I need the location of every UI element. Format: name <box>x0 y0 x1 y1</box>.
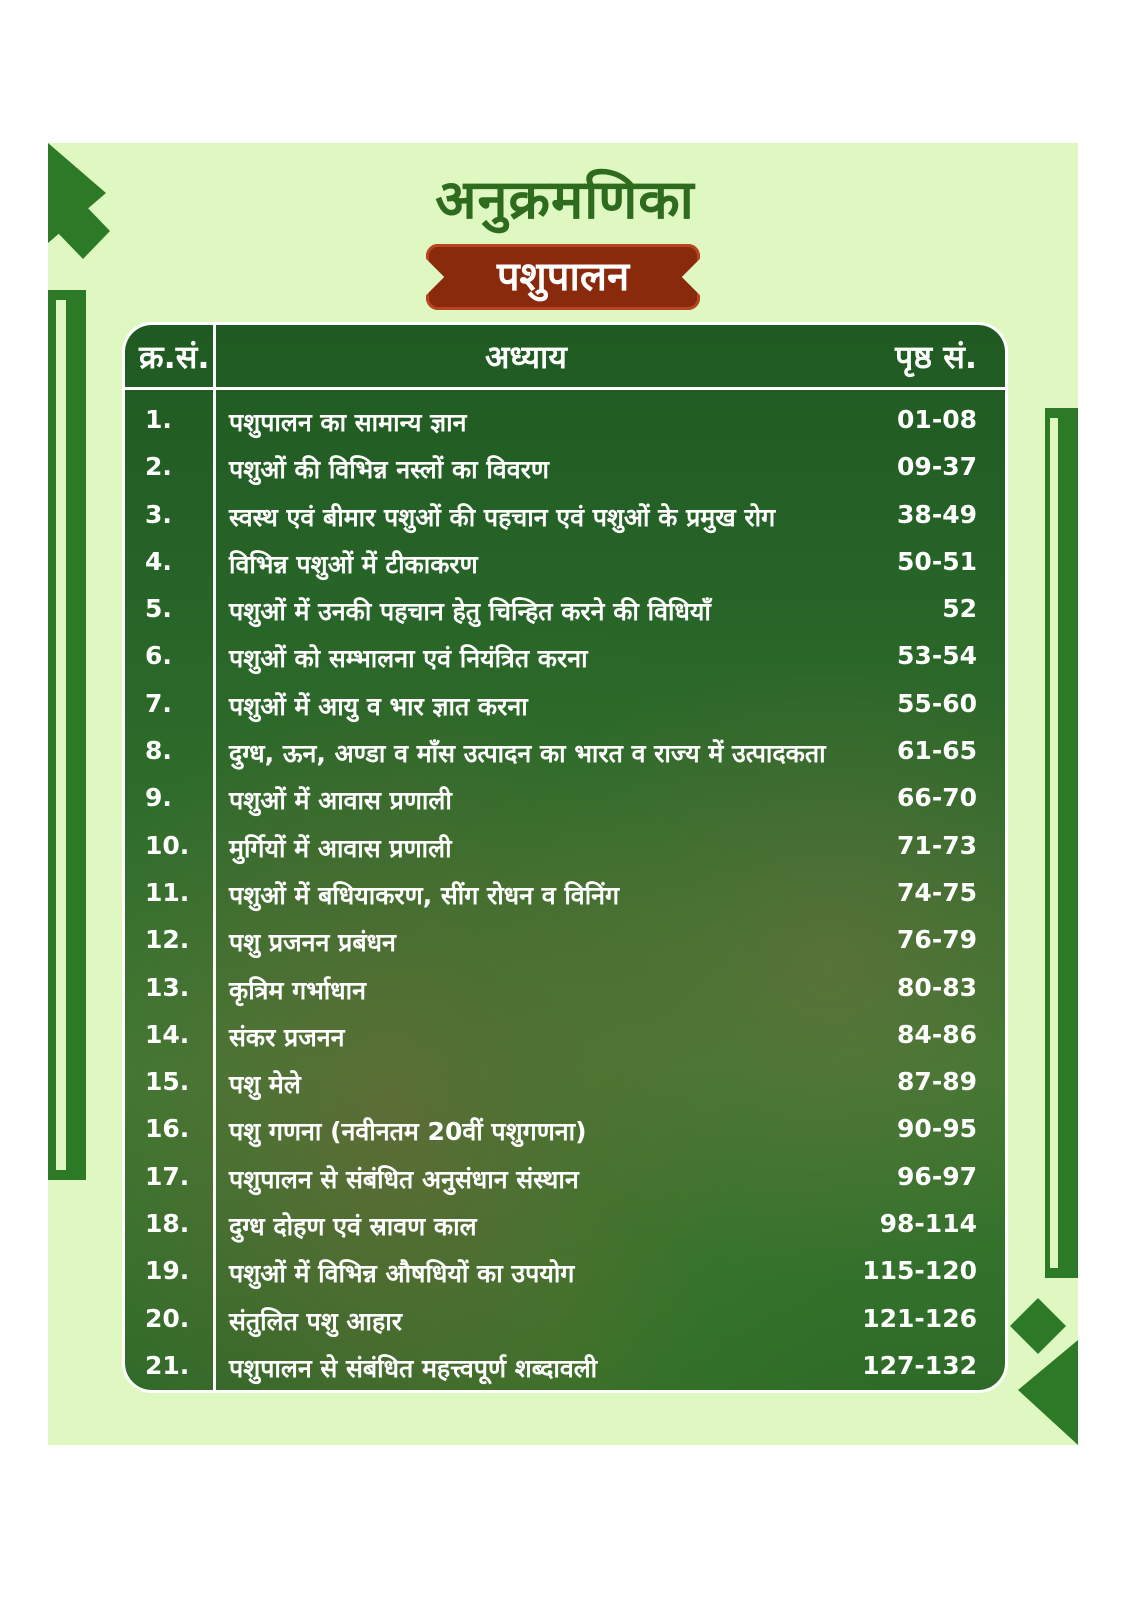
row-chapter: पशुओं में विभिन्न औषधियों का उपयोग <box>229 1259 575 1289</box>
row-chapter: पशुओं में बधियाकरण, सींग रोधन व विनिंग <box>229 880 620 910</box>
header-serial: क्र.सं. <box>139 338 210 376</box>
contents-table <box>122 322 1008 1393</box>
row-serial: 5. <box>145 594 172 624</box>
row-serial: 18. <box>145 1209 190 1239</box>
row-chapter: कृत्रिम गर्भाधान <box>229 975 366 1005</box>
table-row <box>125 1201 1005 1248</box>
row-serial: 11. <box>145 877 190 907</box>
row-serial: 4. <box>145 546 172 576</box>
subject-badge: पशुपालन <box>426 244 700 310</box>
row-chapter: पशु मेले <box>229 1070 301 1100</box>
table-row <box>125 1106 1005 1153</box>
row-serial: 19. <box>145 1256 190 1286</box>
row-page: 87-89 <box>897 1067 977 1097</box>
row-serial: 2. <box>145 452 172 482</box>
table-row <box>125 728 1005 775</box>
row-chapter: पशुओं को सम्भालना एवं नियंत्रित करना <box>229 644 588 674</box>
table-row <box>125 775 1005 822</box>
header-page: पृष्ठ सं. <box>895 338 977 376</box>
row-page: 127-132 <box>862 1350 977 1380</box>
table-row <box>125 492 1005 539</box>
row-page: 74-75 <box>897 877 977 907</box>
table-row <box>125 870 1005 917</box>
row-chapter: पशुओं की विभिन्न नस्लों का विवरण <box>229 455 549 485</box>
table-row <box>125 1296 1005 1343</box>
table-row <box>125 681 1005 728</box>
row-page: 01-08 <box>897 405 977 434</box>
row-page: 84-86 <box>897 1019 977 1049</box>
table-row <box>125 1343 1005 1390</box>
row-serial: 8. <box>145 736 172 766</box>
table-row <box>125 539 1005 586</box>
table-row <box>125 965 1005 1012</box>
row-chapter: स्वस्थ एवं बीमार पशुओं की पहचान एवं पशुओं के प्रमुख रोग <box>229 502 776 532</box>
table-row <box>125 1059 1005 1106</box>
row-chapter: दुग्ध दोहण एवं स्रावण काल <box>229 1212 477 1242</box>
row-serial: 16. <box>145 1114 190 1144</box>
row-chapter: संतुलित पशु आहार <box>229 1306 402 1336</box>
table-row <box>125 917 1005 964</box>
table-body <box>125 397 1005 1390</box>
row-page: 96-97 <box>897 1161 977 1191</box>
row-page: 50-51 <box>897 546 977 576</box>
left-decorative-stripe <box>56 300 66 1170</box>
row-chapter: पशु गणना (नवीनतम 20वीं पशुगणना) <box>229 1117 587 1147</box>
row-page: 76-79 <box>897 925 977 955</box>
table-row <box>125 823 1005 870</box>
row-page: 90-95 <box>897 1114 977 1144</box>
table-row <box>125 1154 1005 1201</box>
row-chapter: संकर प्रजनन <box>229 1022 345 1052</box>
row-serial: 9. <box>145 783 172 813</box>
row-chapter: मुर्गियों में आवास प्रणाली <box>229 833 452 863</box>
row-page: 09-37 <box>897 452 977 482</box>
row-page: 98-114 <box>879 1209 977 1239</box>
table-row <box>125 633 1005 680</box>
row-serial: 14. <box>145 1019 190 1049</box>
row-chapter: पशुओं में उनकी पहचान हेतु चिन्हित करने की विधियाँ <box>229 597 711 627</box>
row-chapter: विभिन्न पशुओं में टीकाकरण <box>229 549 478 579</box>
row-serial: 1. <box>145 405 172 434</box>
right-decorative-stripe <box>1050 418 1058 1268</box>
row-page: 80-83 <box>897 972 977 1002</box>
table-row <box>125 397 1005 444</box>
row-chapter: पशुपालन का सामान्य ज्ञान <box>229 408 467 437</box>
row-page: 115-120 <box>862 1256 977 1286</box>
page-title: अनुक्रमणिका <box>435 168 695 231</box>
row-chapter: पशुओं में आवास प्रणाली <box>229 786 452 816</box>
row-chapter: पशुपालन से संबंधित अनुसंधान संस्थान <box>229 1164 579 1194</box>
table-row <box>125 1012 1005 1059</box>
table-row <box>125 1248 1005 1295</box>
row-serial: 3. <box>145 499 172 529</box>
row-page: 53-54 <box>897 641 977 671</box>
row-serial: 17. <box>145 1161 190 1191</box>
row-chapter: दुग्ध, ऊन, अण्डा व माँस उत्पादन का भारत व राज्य में उत्पादकता <box>229 739 826 769</box>
row-page: 55-60 <box>897 688 977 718</box>
row-serial: 21. <box>145 1350 190 1380</box>
table-row <box>125 444 1005 491</box>
row-serial: 10. <box>145 830 190 860</box>
table-row <box>125 586 1005 633</box>
row-serial: 6. <box>145 641 172 671</box>
row-serial: 7. <box>145 688 172 718</box>
row-serial: 12. <box>145 925 190 955</box>
table-header <box>125 325 1005 390</box>
right-diamond-ornament <box>998 1270 1078 1445</box>
left-decorative-bar <box>48 290 86 1180</box>
row-serial: 13. <box>145 972 190 1002</box>
row-page: 61-65 <box>897 736 977 766</box>
row-page: 66-70 <box>897 783 977 813</box>
row-page: 38-49 <box>897 499 977 529</box>
row-page: 71-73 <box>897 830 977 860</box>
row-page: 52 <box>942 594 977 624</box>
row-chapter: पशु प्रजनन प्रबंधन <box>229 928 396 958</box>
row-page: 121-126 <box>862 1303 977 1333</box>
row-serial: 20. <box>145 1303 190 1333</box>
row-chapter: पशुओं में आयु व भार ज्ञात करना <box>229 691 528 721</box>
header-chapter: अध्याय <box>485 338 567 376</box>
row-serial: 15. <box>145 1067 190 1097</box>
row-chapter: पशुपालन से संबंधित महत्त्वपूर्ण शब्दावली <box>229 1353 598 1383</box>
